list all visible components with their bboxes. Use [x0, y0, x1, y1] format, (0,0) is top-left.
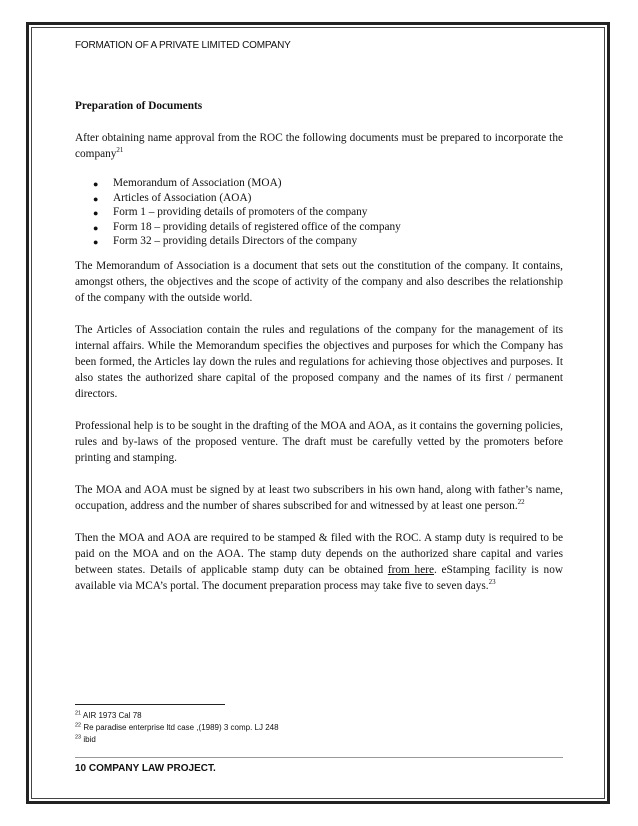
footer-separator: [75, 757, 563, 758]
page-footer: 10 COMPANY LAW PROJECT.: [75, 763, 216, 774]
footnote-ref-22[interactable]: 22: [517, 497, 525, 506]
list-item: ● Form 1 – providing details of promoters of the company: [93, 206, 368, 218]
bullet-icon: ●: [93, 222, 99, 233]
stamping-paragraph: Then the MOA and AOA are required to be stamped & filed with the ROC. A stamp duty is required to be paid on the MOA and on the AOA. The stamp duty depends on the authorized share capital and varies between states. Details of applicable stamp duty can be obtained from here. eStamping facility is now available via MCA’s portal. The document preparation process may take five to seven days.$^{23}$: [75, 531, 563, 592]
footnotes: [75, 710, 279, 746]
footnote-item: $^{21}$ AIR 1973 Cal 78: [75, 710, 142, 720]
signing-paragraph: The MOA and AOA must be signed by at least two subscribers in his own hand, along with father’s name, occupation, address and the number of shares subscribed for and witnessed by at least one person.$^{22}$: [75, 483, 563, 512]
footnote-item: $^{23}$ ibid: [75, 734, 96, 744]
footnote-separator: [75, 704, 225, 705]
section-title: Preparation of Documents: [75, 100, 203, 112]
footnote-ref-21[interactable]: 21: [116, 146, 124, 155]
document-body: [75, 98, 563, 610]
bullet-icon: ●: [93, 208, 99, 218]
bullet-icon: ●: [93, 237, 99, 247]
intro-text: After obtaining name approval from the ROC the following documents must be prepared to incorporate the company: [75, 132, 563, 160]
bullet-icon: ●: [93, 193, 99, 204]
footnote-ref-23[interactable]: 23: [488, 577, 496, 586]
intro-paragraph: [75, 130, 563, 162]
list-item: ● Memorandum of Association (MOA): [93, 177, 282, 189]
aoa-paragraph: The Articles of Association contain the rules and regulations of the company for the management of its internal affairs. While the Memorandum specifies the objectives and purposes for which the Company has been formed, the Articles lay down the rules and regulations for achieving those objectives and purposes. It also states the authorized share capital of the proposed company and the names of its first / permanent directors.: [75, 323, 563, 400]
moa-paragraph: The Memorandum of Association is a document that sets out the constitution of the company. It contains, amongst others, the objectives and the scope of activity of the company and also describes the relationship of the company with the outside world.: [75, 259, 563, 304]
list-item: ● Form 18 – providing details of registered office of the company: [93, 220, 401, 233]
footnote-item: $^{22}$ Re paradise enterprise ltd case ,(1989) 3 comp. LJ 248: [75, 722, 279, 732]
bullet-icon: ●: [93, 179, 99, 189]
list-item: ● Articles of Association (AOA): [93, 191, 252, 204]
document-list: [75, 176, 563, 249]
running-header: FORMATION OF A PRIVATE LIMITED COMPANY: [75, 40, 291, 51]
stamp-duty-link[interactable]: from here: [387, 563, 434, 576]
professional-help-paragraph: Professional help is to be sought in the drafting of the MOA and AOA, as it contains the governing policies, rules and by-laws of the proposed venture. The draft must be carefully vetted by the promoters before printing and stamping.: [75, 419, 563, 464]
list-item: ● Form 32 – providing details Directors of the company: [93, 235, 358, 247]
